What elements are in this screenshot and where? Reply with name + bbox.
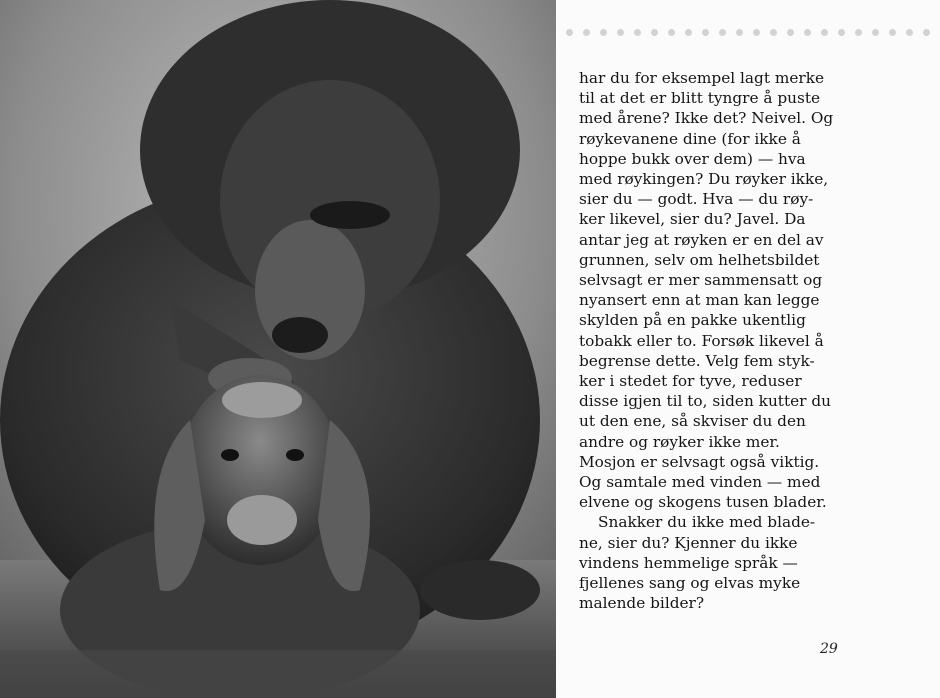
dot-ornament [889, 29, 896, 36]
text-page [556, 0, 940, 698]
text-line: sier du — godt. Hva — du røy- [579, 190, 814, 209]
dot-ornament [736, 29, 743, 36]
dot-ornament [685, 29, 692, 36]
text-line: hoppe bukk over dem) — hva [579, 149, 806, 168]
text-line: selvsagt er mer sammensatt og [579, 271, 823, 290]
dot-ornament [668, 29, 675, 36]
dot-ornament [770, 29, 777, 36]
text-line: disse igjen til to, siden kutter du [579, 392, 831, 411]
text-line: tobakk eller to. Forsøk likevel å [579, 331, 824, 350]
dot-ornament [566, 29, 573, 36]
dot-ornament [651, 29, 658, 36]
text-line: andre og røyker ikke mer. [579, 432, 780, 451]
decorative-dot-row [566, 27, 930, 37]
text-line: Mosjon er selvsagt også viktig. [579, 452, 820, 471]
text-line: røykevanene dine (for ikke å [579, 129, 801, 148]
dot-ornament [838, 29, 845, 36]
body-text [579, 68, 879, 613]
dot-ornament [617, 29, 624, 36]
text-line: ut den ene, så skviser du den [579, 412, 806, 431]
text-line: malende bilder? [579, 594, 705, 613]
text-line: skylden på en pakke ukentlig [579, 311, 806, 330]
text-line: med årene? Ikke det? Neivel. Og [579, 109, 834, 128]
text-line: til at det er blitt tyngre å puste [579, 89, 821, 108]
text-line: vindens hemmelige språk — [579, 553, 798, 572]
dot-ornament [753, 29, 760, 36]
text-line: Og samtale med vinden — med [579, 473, 821, 492]
dot-ornament [923, 29, 930, 36]
page-number: 29 [820, 641, 838, 657]
dot-ornament [634, 29, 641, 36]
dot-ornament [787, 29, 794, 36]
text-line: ker likevel, sier du? Javel. Da [579, 210, 806, 229]
dot-ornament [719, 29, 726, 36]
text-line: fjellenes sang og elvas myke [579, 574, 801, 593]
text-line: elvene og skogens tusen blader. [579, 493, 827, 512]
dot-ornament [821, 29, 828, 36]
text-line: med røykingen? Du røyker ikke, [579, 170, 829, 189]
dot-ornament [583, 29, 590, 36]
text-line: har du for eksempel lagt merke [579, 69, 825, 87]
text-line: grunnen, selv om helhetsbildet [579, 250, 820, 269]
text-line: nyansert enn at man kan legge [579, 291, 820, 310]
text-line: antar jeg at røyken er en del av [579, 230, 824, 249]
text-line: Snakker du ikke med blade- [598, 513, 816, 532]
text-line: ne, sier du? Kjenner du ikke [579, 533, 798, 552]
dot-ornament [855, 29, 862, 36]
dot-ornament [600, 29, 607, 36]
text-line: ker i stedet for tyve, reduser [579, 372, 802, 391]
dot-ornament [872, 29, 879, 36]
dot-ornament [804, 29, 811, 36]
text-line: begrense dette. Velg fem styk- [579, 351, 815, 370]
dot-ornament [906, 29, 913, 36]
dot-ornament [702, 29, 709, 36]
